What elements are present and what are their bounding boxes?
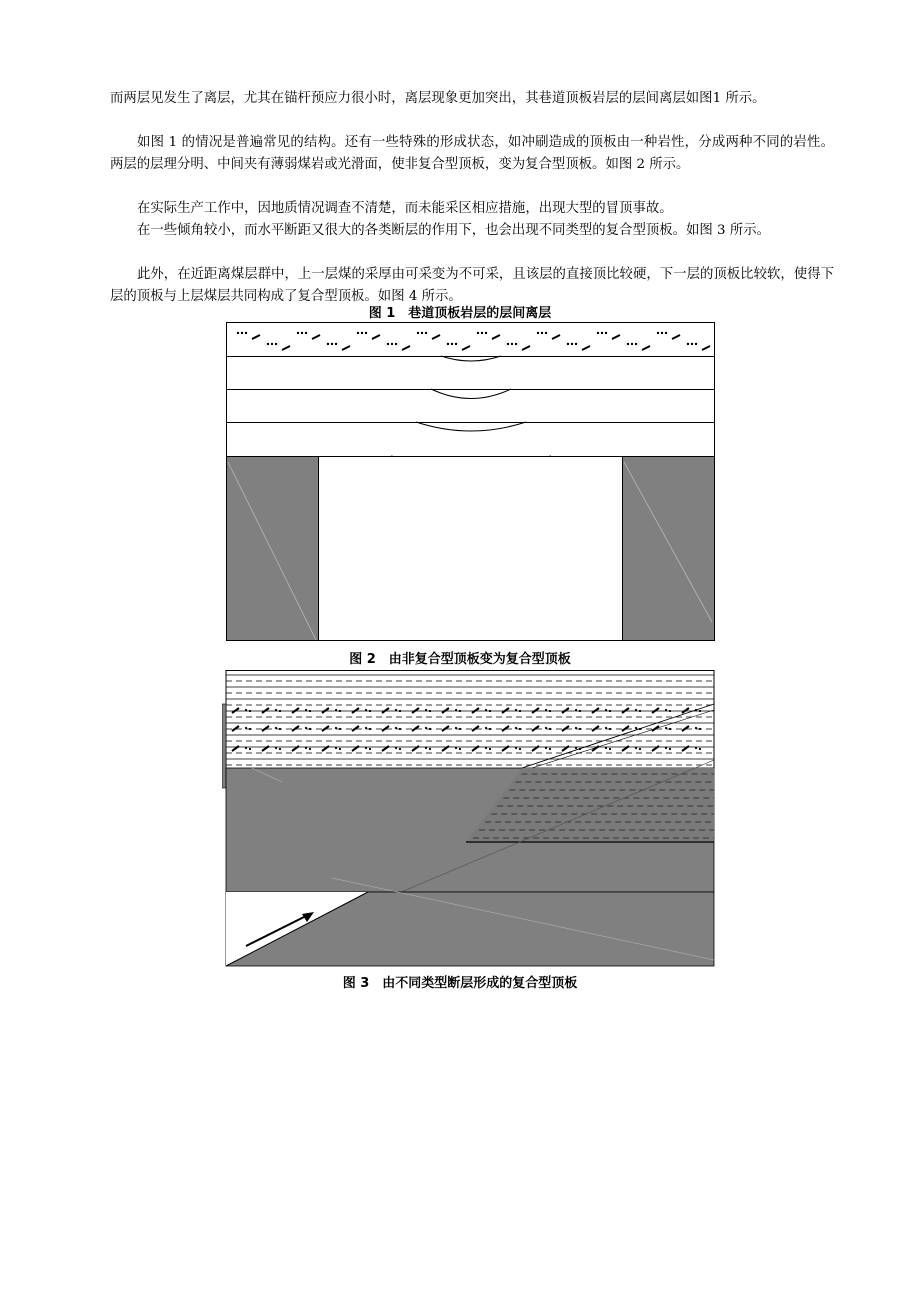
paragraph-4: 在一些倾角较小，而水平断距又很大的各类断层的作用下，也会出现不同类型的复合型顶板。如图 3 所示。: [137, 223, 770, 238]
paragraph-2: 如图 1 的情况是普遍常见的结构。还有一些特殊的形成状态，如冲刷造成的顶板由一种岩性，分成两种不同的岩性。两层的层理分明、中间夹有薄弱煤岩或光滑面，使非复合型顶板，变为复合型顶板。如图 2 所示。: [110, 135, 834, 172]
figure-3-caption: 图 3 由不同类型断层形成的复合型顶板: [342, 976, 578, 991]
paragraph-1: 而两层见发生了离层，尤其在锚杆预应力很小时，离层现象更加突出，其巷道顶板岩层的层间离层如图1 所示。: [110, 91, 766, 106]
figure-2-caption: 图 2 由非复合型顶板变为复合型顶板: [349, 652, 571, 667]
figure-3-fault-composite-roof: [222, 670, 718, 968]
figure-1-caption: 图 1 巷道顶板岩层的层间离层: [368, 306, 552, 321]
paragraph-3: 在实际生产工作中，因地质情况调查不清楚，而未能采区相应措施，出现大型的冒顶事故。: [137, 201, 673, 216]
figure-1-roadway-roof-separation: [226, 322, 716, 642]
paragraph-5: 此外，在近距离煤层群中，上一层煤的采厚由可采变为不可采，且该层的直接顶比较硬，下一层的顶板比较软，使得下层的顶板与上层煤层共同构成了复合型顶板。如图 4 所示。: [110, 267, 834, 304]
